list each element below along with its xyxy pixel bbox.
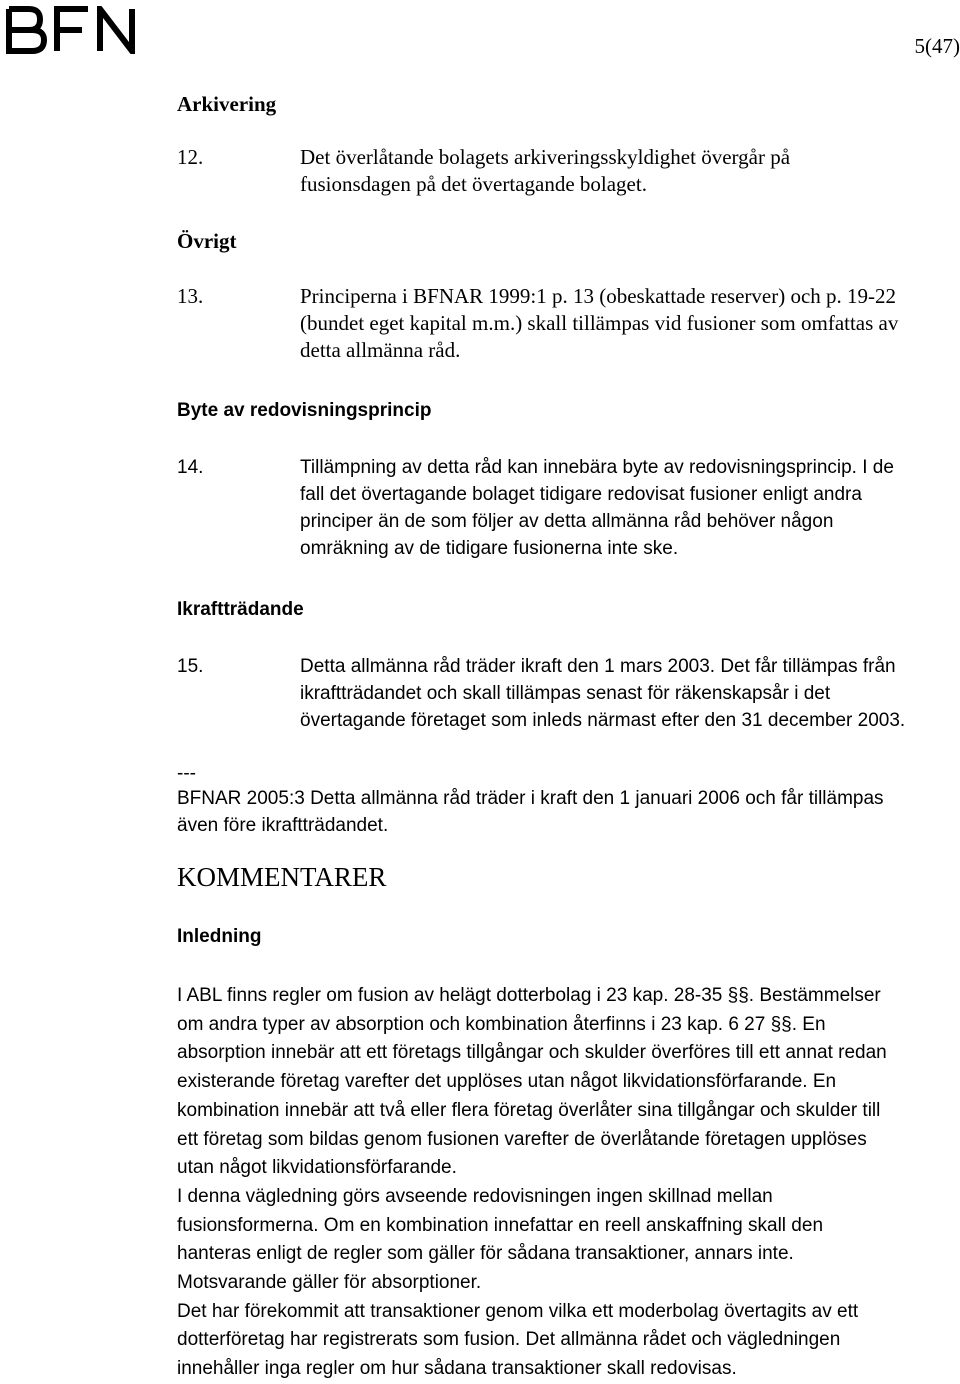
item-15-number: 15. <box>177 653 203 680</box>
heading-ovrigt: Övrigt <box>177 229 236 254</box>
text-line: ikraftträdandet och skall tillämpas senast för räkenskapsår i det <box>300 680 960 707</box>
text-line: omräkning av de tidigare fusionerna inte ske. <box>300 535 960 562</box>
text-line: dotterföretag har registrerats som fusion. Det allmänna rådet och vägledningen <box>177 1326 960 1355</box>
text-line: BFNAR 2005:3 Detta allmänna råd träder i kraft den 1 januari 2006 och får tillämpas <box>177 785 960 812</box>
text-line: I denna vägledning görs avseende redovisningen ingen skillnad mellan <box>177 1183 960 1212</box>
text-line: övertagande företaget som inleds närmast efter den 31 december 2003. <box>300 707 960 734</box>
text-line: Principerna i BFNAR 1999:1 p. 13 (obeskattade reserver) och p. 19-22 <box>300 283 960 310</box>
item-14-number: 14. <box>177 454 203 481</box>
item-13-number: 13. <box>177 283 203 310</box>
text-line: Tillämpning av detta råd kan innebära byte av redovisningsprincip. I de <box>300 454 960 481</box>
text-line: I ABL finns regler om fusion av helägt dotterbolag i 23 kap. 28-35 §§. Bestämmelser <box>177 982 960 1011</box>
bfnar-note <box>177 785 960 839</box>
text-line: Detta allmänna råd träder ikraft den 1 mars 2003. Det får tillämpas från <box>300 653 960 680</box>
text-line: fusionsformerna. Om en kombination innefattar en reell anskaffning skall den <box>177 1212 960 1241</box>
text-line: Det har förekommit att transaktioner genom vilka ett moderbolag övertagits av ett <box>177 1298 960 1327</box>
heading-arkivering: Arkivering <box>177 92 276 117</box>
text-line: om andra typer av absorption och kombination återfinns i 23 kap. 6 27 §§. En <box>177 1011 960 1040</box>
text-line: kombination innebär att två eller flera företag överlåter sina tillgångar och skulder till <box>177 1097 960 1126</box>
heading-byte-av-redovisningsprincip: Byte av redovisningsprincip <box>177 400 431 422</box>
heading-ikrafttradande: Ikraftträdande <box>177 599 304 621</box>
item-12-number: 12. <box>177 144 203 171</box>
text-line: även före ikraftträdandet. <box>177 812 960 839</box>
text-line: fall det övertagande bolaget tidigare redovisat fusioner enligt andra <box>300 481 960 508</box>
item-14-text <box>300 454 960 562</box>
text-line: ett företag som bildas genom fusionen varefter de överlåtande företagen upplöses <box>177 1126 960 1155</box>
text-line: innehåller inga regler om hur sådana transaktioner skall redovisas. <box>177 1355 960 1384</box>
bfn-logo <box>4 6 138 54</box>
text-line: hanteras enligt de regler som gäller för sådana transaktioner, annars inte. <box>177 1240 960 1269</box>
heading-inledning: Inledning <box>177 926 261 948</box>
text-line: detta allmänna råd. <box>300 337 960 364</box>
page-number: 5(47) <box>915 34 960 59</box>
text-line: Motsvarande gäller för absorptioner. <box>177 1269 960 1298</box>
inledning-text <box>177 982 960 1384</box>
text-line: fusionsdagen på det övertagande bolaget. <box>300 171 960 198</box>
text-line: utan något likvidationsförfarande. <box>177 1154 960 1183</box>
text-line: absorption innebär att ett företags tillgångar och skulder överföres till ett annat redan <box>177 1039 960 1068</box>
separator: --- <box>177 760 196 787</box>
heading-kommentarer: KOMMENTARER <box>177 862 386 893</box>
text-line: Det överlåtande bolagets arkiveringsskyldighet övergår på <box>300 144 960 171</box>
text-line: (bundet eget kapital m.m.) skall tillämpas vid fusioner som omfattas av <box>300 310 960 337</box>
item-13-text <box>300 283 960 364</box>
text-line: existerande företag varefter det upplöses utan något likvidationsförfarande. En <box>177 1068 960 1097</box>
item-12-text <box>300 144 960 198</box>
item-15-text <box>300 653 960 734</box>
text-line: principer än de som följer av detta allmänna råd behöver någon <box>300 508 960 535</box>
